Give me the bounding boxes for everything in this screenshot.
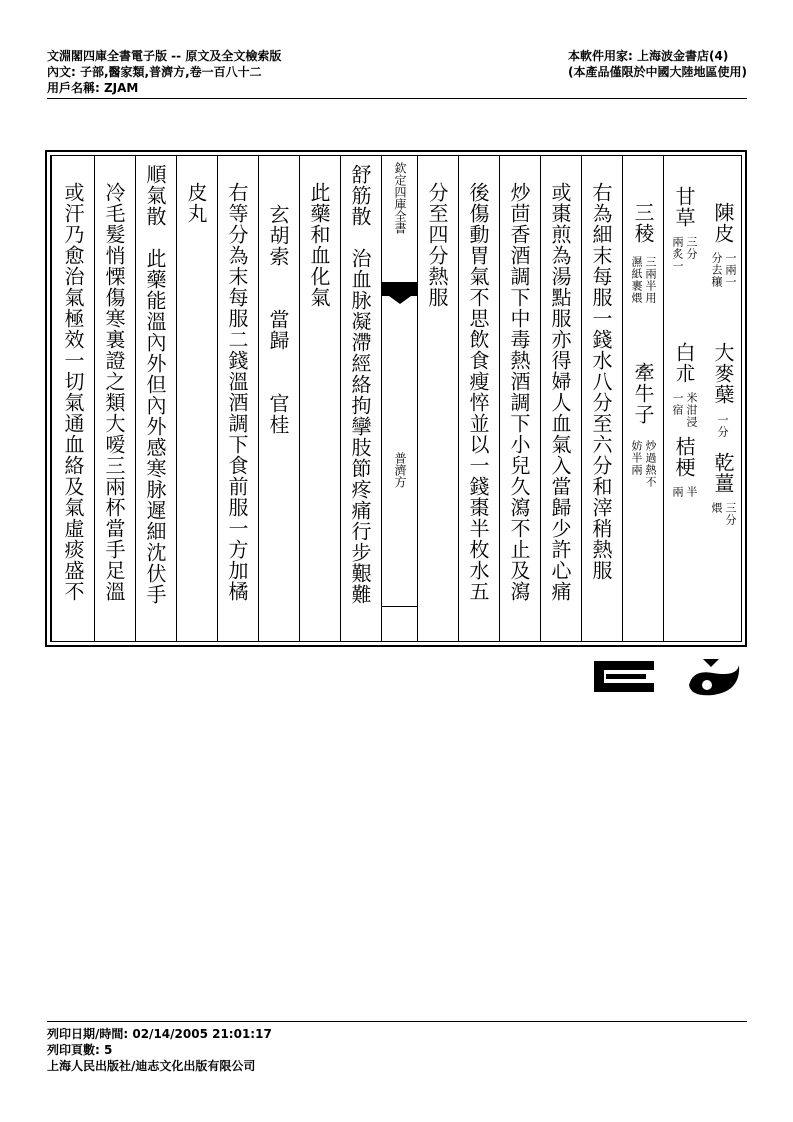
text-line: 或棗煎為湯點服亦得婦人血氣入當歸少許心痛 — [548, 182, 572, 602]
text-line: 炒茴香酒調下中毒熱酒調下小兒久瀉不止及瀉 — [507, 182, 531, 602]
herb-note: 一宿 — [671, 392, 684, 416]
header-region-notice: (本產品僅限於中國大陸地區使用) — [568, 65, 747, 79]
text-column — [581, 156, 622, 641]
column-ingredients-1 — [704, 156, 744, 641]
footer-print-datetime: 列印日期/時間: 02/14/2005 21:01:17 — [47, 1027, 272, 1041]
text-line: 右為細末每服一錢水八分至六分和滓稍熱服 — [589, 182, 613, 581]
herb-note: 半 — [685, 486, 698, 498]
footer-page-count: 列印頁數: 5 — [47, 1043, 113, 1057]
text-column — [217, 156, 258, 641]
header-title: 文淵閣四庫全書電子版 -- 原文及全文檢索版 — [47, 49, 282, 63]
herb-note: 煨 — [710, 502, 723, 514]
footer-rule — [47, 1021, 747, 1022]
margin-book-title: 欽定四庫全書 — [393, 162, 407, 234]
herb-damainie: 大麥蘖 — [711, 342, 735, 405]
herb-note: 兩炙一 — [671, 236, 684, 272]
herb-note: 分去穰 — [710, 252, 723, 288]
text-line: 皮丸 — [184, 182, 208, 224]
herb-note: 炒過熱不 — [644, 440, 657, 488]
herb-jiegeng: 桔梗 — [672, 436, 696, 478]
header-rule — [47, 98, 747, 99]
text-column — [458, 156, 499, 641]
text-line: 或汗乃愈治氣極效一切氣通血絡及氣虛痰盛不 — [61, 182, 85, 602]
herb-note: 兩 — [671, 486, 684, 498]
digital-edition-logo-icon — [683, 655, 745, 701]
header-right — [568, 48, 747, 80]
herb-note: 三分 — [685, 236, 698, 260]
text-column — [176, 156, 217, 641]
header-left — [47, 48, 281, 96]
column-ingredients-3 — [622, 156, 663, 641]
text-line: 冷毛髮悄慄傷寒裏證之類大嗳三兩杯當手足溫 — [102, 182, 126, 602]
herb-note: 米泔浸 — [685, 392, 698, 428]
text-column — [540, 156, 581, 641]
text-grid — [50, 155, 742, 642]
margin-volume-title: 普濟方 — [393, 452, 407, 488]
text-column — [258, 156, 299, 641]
header-licensee: 本軟件用家: 上海波金書店(4) — [568, 49, 729, 63]
text-column — [299, 156, 340, 641]
herb-note: 濕紙裹煨 — [630, 256, 643, 304]
text-column — [417, 156, 458, 641]
text-column — [499, 156, 540, 641]
header-username: 用戶名稱: ZJAM — [47, 81, 139, 95]
herb-baizhu: 白朮 — [672, 342, 696, 384]
text-column — [340, 156, 381, 641]
text-line: 後傷動胃氣不思飲食瘦悴並以一錢棗半枚水五 — [466, 182, 490, 602]
text-column — [135, 156, 176, 641]
text-line: 順氣散 此藥能溫內外但內外感寒脉遲細沈伏手 — [143, 164, 167, 605]
text-column — [51, 156, 94, 641]
publisher-logo-icon — [592, 655, 658, 699]
herb-chenpi: 陳皮 — [711, 202, 735, 244]
herb-sanleng: 三稜 — [631, 202, 655, 244]
herb-ganjiang: 乾薑 — [711, 452, 735, 494]
herb-gancao: 甘草 — [672, 186, 696, 228]
herb-note: 三分 — [724, 502, 737, 526]
fishtail-mark — [382, 282, 417, 296]
text-line: 分至四分熱服 — [425, 182, 449, 308]
text-line: 此藥和血化氣 — [307, 182, 331, 308]
herb-note: 一分 — [716, 414, 729, 438]
herb-qianniuzi: 牽牛子 — [631, 362, 655, 425]
column-ingredients-2 — [663, 156, 704, 641]
text-line: 右等分為末每服二錢溫酒調下食前服一方加橘 — [225, 182, 249, 602]
herb-note: 三兩半用 — [644, 256, 657, 304]
herb-note: 妨半兩 — [630, 440, 643, 476]
margin-rule — [382, 606, 417, 607]
text-line: 玄胡索 當歸 官桂 — [266, 204, 290, 435]
header-content-path: 內文: 子部,醫家類,普濟方,卷一百八十二 — [47, 65, 262, 79]
footer-publisher: 上海人民出版社/迪志文化出版有限公司 — [47, 1059, 256, 1073]
text-line: 舒筋散 治血脉凝滯經絡拘攣肢節疼痛行步艱難 — [348, 164, 372, 605]
text-column — [94, 156, 135, 641]
margin-column — [381, 156, 417, 641]
page-frame — [45, 150, 747, 647]
herb-note: 一兩一 — [724, 252, 737, 288]
footer — [47, 1026, 272, 1074]
